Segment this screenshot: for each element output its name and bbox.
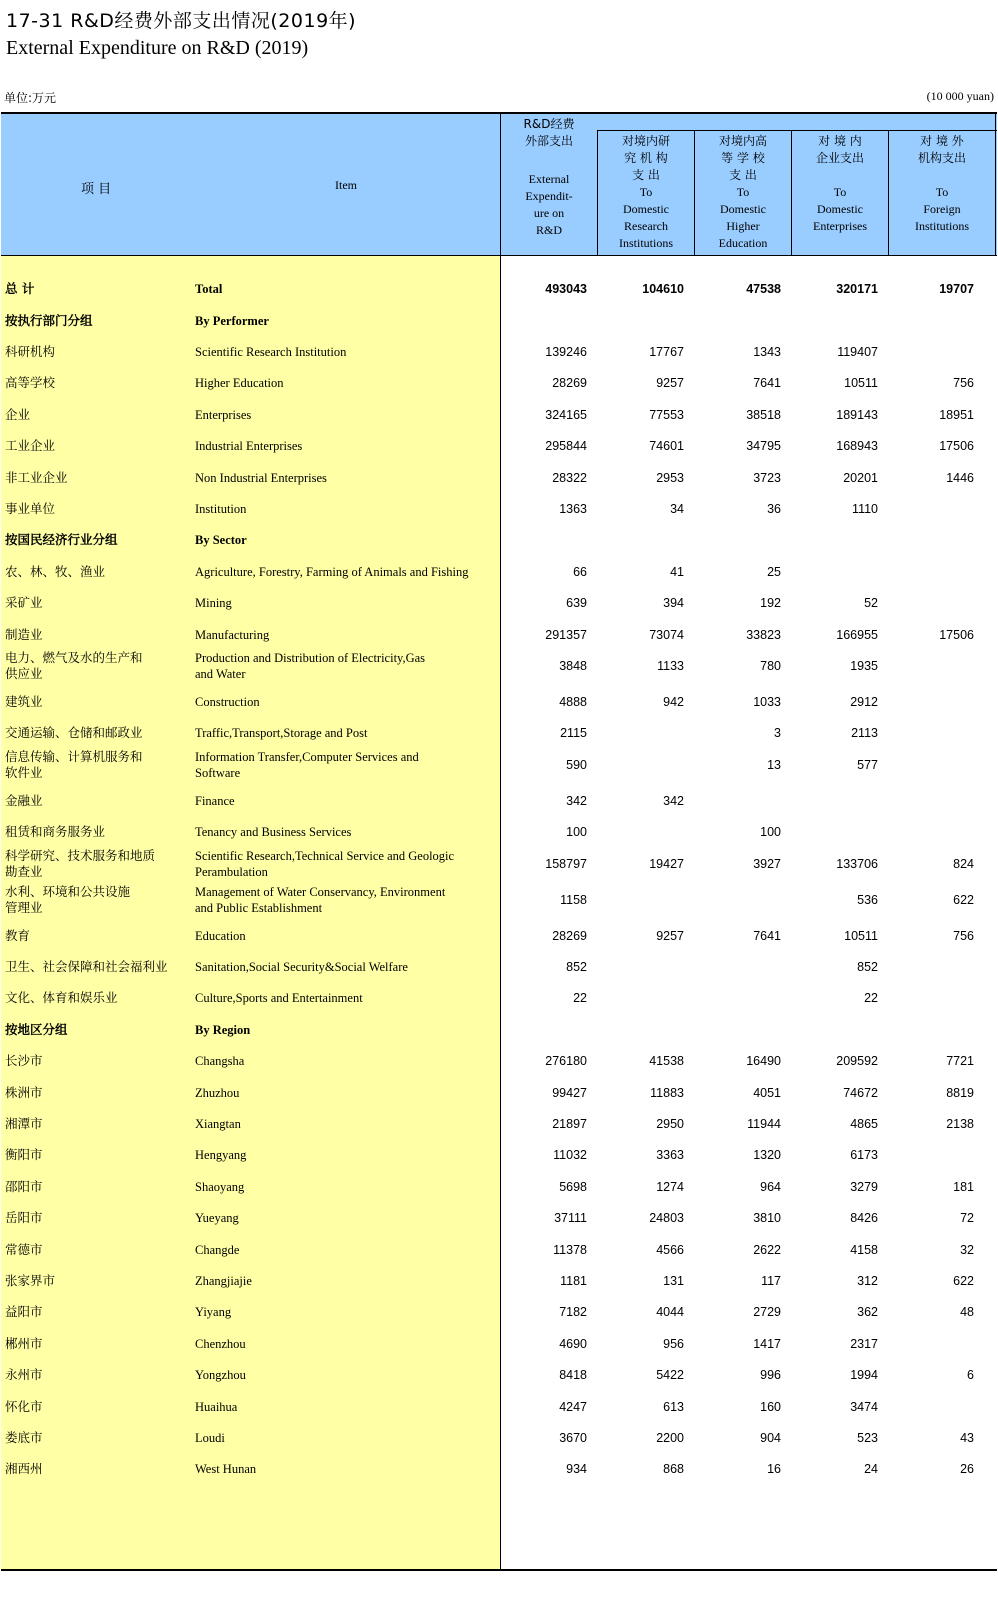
row-value: 3474 — [850, 1399, 878, 1414]
row-value: 904 — [760, 1431, 781, 1445]
row-value: 25 — [767, 564, 781, 579]
row-value: 4247 — [559, 1399, 587, 1414]
row-value: 17767 — [649, 345, 684, 359]
row-item-en: Production and Distribution of Electricity,Gas and Water — [195, 651, 426, 681]
row-item-cn: 金融业 — [5, 792, 43, 808]
row-value: 324165 — [545, 407, 587, 422]
row-value: 964 — [760, 1179, 781, 1194]
row-value: 4888 — [559, 695, 587, 709]
header-item-en: Item — [335, 178, 357, 192]
row-item-en: Manufacturing — [195, 627, 270, 642]
row-item-en: By Performer — [195, 313, 269, 328]
row-value: 119407 — [837, 345, 878, 359]
row-item-cn: 科学研究、技术服务和地质 勘查业 — [5, 847, 156, 879]
row-value: 73074 — [649, 627, 684, 642]
unit-label-en: (10 000 yuan) — [926, 89, 994, 103]
row-value: 17506 — [939, 439, 974, 454]
row-value: 24 — [864, 1462, 878, 1477]
row-value: 622 — [953, 1274, 974, 1288]
row-value: 1363 — [559, 502, 587, 516]
row-value: 1446 — [946, 470, 974, 485]
row-value: 6 — [967, 1368, 974, 1383]
row-value: 1033 — [753, 695, 781, 709]
row-value: 7721 — [946, 1054, 974, 1069]
row-item-cn: 邵阳市 — [5, 1178, 43, 1194]
row-value: 22 — [864, 991, 878, 1006]
row-item-en: Scientific Research Institution — [195, 345, 347, 359]
row-value: 1417 — [753, 1336, 781, 1351]
row-value: 996 — [760, 1368, 781, 1383]
row-item-cn: 岳阳市 — [5, 1210, 43, 1226]
row-item-cn: 湘西州 — [5, 1461, 43, 1477]
row-item-cn: 怀化市 — [5, 1398, 43, 1414]
row-value: 639 — [566, 596, 587, 611]
row-item-en: Yueyang — [195, 1211, 239, 1226]
row-item-cn: 科研机构 — [5, 344, 56, 359]
row-item-en: Information Transfer,Computer Services and Software — [195, 749, 419, 780]
row-value: 100 — [760, 825, 781, 840]
row-value: 10511 — [844, 376, 878, 391]
row-item-cn: 株洲市 — [5, 1084, 43, 1100]
row-value: 276180 — [545, 1054, 587, 1069]
row-value: 47538 — [746, 282, 781, 296]
header-col-foreign: 对 境 外 机构支出 To Foreign Institutions — [914, 134, 969, 233]
row-value: 493043 — [545, 282, 587, 296]
row-value: 342 — [566, 793, 587, 808]
row-value: 1935 — [850, 659, 878, 673]
row-item-en: Yiyang — [195, 1305, 232, 1320]
row-item-cn: 文化、体育和娱乐业 — [5, 990, 118, 1006]
row-value: 868 — [663, 1462, 684, 1477]
row-value: 38518 — [746, 407, 781, 422]
row-value: 133706 — [836, 856, 878, 871]
row-item-en: Enterprises — [195, 407, 252, 422]
row-item-cn: 建筑业 — [5, 694, 43, 709]
row-value: 32 — [960, 1242, 974, 1257]
row-value: 9257 — [656, 928, 684, 943]
row-value: 11032 — [553, 1148, 587, 1163]
row-value: 209592 — [836, 1054, 878, 1069]
row-value: 11378 — [553, 1242, 587, 1257]
row-item-cn: 工业企业 — [5, 438, 56, 454]
row-item-en: Sanitation,Social Security&Social Welfare — [195, 960, 408, 974]
row-value: 7182 — [559, 1305, 587, 1320]
row-value: 3279 — [850, 1179, 878, 1194]
row-value: 2950 — [656, 1117, 684, 1131]
row-value: 536 — [857, 892, 878, 907]
row-item-cn: 交通运输、仓储和邮政业 — [5, 725, 143, 741]
row-item-cn: 农、林、牧、渔业 — [5, 563, 106, 579]
row-value: 168943 — [836, 439, 878, 454]
table-title-cn: 17-31 R&D经费外部支出情况(2019年) — [6, 10, 357, 32]
row-value: 2317 — [850, 1336, 878, 1351]
row-value: 291357 — [545, 627, 587, 642]
row-item-cn: 衡阳市 — [5, 1147, 43, 1163]
row-item-cn: 企业 — [5, 406, 31, 422]
row-value: 1994 — [850, 1368, 878, 1383]
row-value: 11883 — [650, 1085, 684, 1100]
row-item-en: Education — [195, 928, 246, 943]
row-value: 18951 — [939, 407, 974, 422]
row-item-en: Traffic,Transport,Storage and Post — [195, 726, 368, 741]
row-item-cn: 长沙市 — [5, 1053, 43, 1069]
row-value: 9257 — [656, 376, 684, 391]
row-value: 3848 — [559, 659, 587, 673]
row-value: 117 — [761, 1274, 781, 1288]
row-value: 2200 — [656, 1431, 684, 1445]
row-item-en: Non Industrial Enterprises — [195, 470, 327, 485]
row-value: 8426 — [850, 1211, 878, 1226]
row-value: 1181 — [560, 1274, 587, 1288]
row-value: 824 — [953, 856, 974, 871]
row-value: 26 — [960, 1462, 974, 1477]
row-item-en: Tenancy and Business Services — [195, 825, 352, 840]
row-item-cn: 信息传输、计算机服务和 软件业 — [5, 748, 143, 780]
row-item-cn: 事业单位 — [5, 501, 56, 516]
row-value: 16 — [767, 1462, 781, 1477]
row-value: 2912 — [850, 695, 878, 709]
row-value: 28269 — [552, 928, 587, 943]
row-item-en: Yongzhou — [195, 1368, 246, 1383]
row-value: 956 — [663, 1336, 684, 1351]
row-value: 160 — [760, 1399, 781, 1414]
row-value: 24803 — [649, 1211, 684, 1226]
row-value: 139246 — [545, 345, 587, 359]
row-value: 590 — [566, 757, 587, 772]
row-item-cn: 非工业企业 — [5, 469, 68, 485]
row-value: 8418 — [559, 1368, 587, 1383]
row-item-en: Mining — [195, 596, 232, 611]
row-item-cn: 按国民经济行业分组 — [5, 532, 118, 548]
row-value: 1343 — [753, 345, 781, 359]
header-col-research: 对境内研 究 机 构 支 出 To Domestic Research Institutions — [618, 134, 673, 250]
row-item-en: Huaihua — [195, 1399, 238, 1414]
row-item-cn: 益阳市 — [5, 1304, 43, 1320]
row-value: 41538 — [649, 1054, 684, 1069]
row-value: 8819 — [946, 1085, 974, 1100]
row-value: 780 — [760, 659, 781, 673]
row-value: 1133 — [657, 659, 684, 673]
row-item-cn: 永州市 — [5, 1367, 43, 1383]
data-table — [1, 112, 997, 1571]
row-value: 852 — [857, 960, 878, 974]
row-value: 3 — [774, 726, 781, 741]
row-value: 362 — [857, 1305, 878, 1320]
row-value: 1158 — [560, 892, 587, 907]
row-value: 166955 — [836, 627, 878, 642]
row-value: 3670 — [559, 1431, 587, 1445]
row-item-cn: 水利、环境和公共设施 管理业 — [5, 883, 131, 915]
row-value: 19427 — [649, 856, 684, 871]
row-value: 4566 — [656, 1242, 684, 1257]
header-item-cn: 项 目 — [81, 182, 112, 197]
row-value: 3927 — [753, 856, 781, 871]
row-item-en: Xiangtan — [195, 1117, 241, 1131]
row-item-en: Construction — [195, 695, 260, 709]
row-item-cn: 湘潭市 — [5, 1116, 43, 1131]
row-value: 74672 — [843, 1085, 878, 1100]
row-value: 37111 — [554, 1211, 587, 1226]
row-value: 3363 — [656, 1148, 684, 1163]
row-item-en: Loudi — [195, 1431, 225, 1445]
row-value: 52 — [864, 596, 878, 611]
row-item-cn: 常德市 — [5, 1241, 43, 1257]
row-value: 613 — [663, 1399, 684, 1414]
row-value: 21897 — [552, 1117, 587, 1131]
row-value: 41 — [670, 564, 684, 579]
row-value: 4690 — [559, 1336, 587, 1351]
row-item-cn: 郴州市 — [5, 1335, 43, 1351]
row-value: 33823 — [746, 627, 781, 642]
row-item-cn: 总 计 — [5, 281, 35, 296]
row-item-cn: 娄底市 — [5, 1430, 43, 1445]
row-value: 19707 — [939, 282, 974, 296]
row-item-en: Shaoyang — [195, 1179, 245, 1194]
row-value: 36 — [767, 502, 781, 516]
row-value: 48 — [960, 1305, 974, 1320]
row-value: 2953 — [656, 470, 684, 485]
row-item-cn: 租赁和商务服务业 — [5, 824, 106, 840]
row-item-cn: 按地区分组 — [5, 1021, 68, 1037]
row-value: 2115 — [560, 726, 587, 741]
row-item-en: Zhuzhou — [195, 1085, 240, 1100]
row-value: 16490 — [746, 1054, 781, 1069]
row-value: 66 — [573, 564, 587, 579]
row-item-en: Total — [195, 282, 223, 296]
row-item-cn: 电力、燃气及水的生产和 供应业 — [5, 650, 143, 681]
row-item-en: West Hunan — [195, 1462, 257, 1477]
row-value: 158797 — [545, 856, 587, 871]
row-value: 28269 — [552, 376, 587, 391]
row-item-cn: 制造业 — [5, 626, 43, 642]
row-value: 11944 — [747, 1117, 781, 1131]
row-value: 131 — [663, 1274, 684, 1288]
row-value: 104610 — [642, 282, 684, 296]
row-value: 4158 — [850, 1242, 878, 1257]
row-value: 312 — [857, 1274, 878, 1288]
row-item-en: Industrial Enterprises — [195, 439, 303, 454]
row-item-en: Finance — [195, 793, 235, 808]
row-value: 295844 — [545, 439, 587, 454]
unit-label-cn: 单位:万元 — [4, 91, 57, 105]
table-header — [1, 114, 997, 256]
row-value: 622 — [953, 892, 974, 907]
row-item-en: By Sector — [195, 533, 247, 548]
row-value: 7641 — [753, 928, 781, 943]
row-item-en: Management of Water Conservancy, Environment and Public Establishment — [195, 884, 446, 915]
header-col-total: R&D经费 外部支出 External Expendit- ure on R&D — [523, 117, 575, 237]
row-value: 99427 — [552, 1085, 587, 1100]
row-item-en: Chenzhou — [195, 1336, 246, 1351]
row-value: 1274 — [656, 1179, 684, 1194]
row-value: 7641 — [753, 376, 781, 391]
row-item-en: Zhangjiajie — [195, 1274, 252, 1288]
row-item-cn: 采矿业 — [5, 595, 43, 611]
row-value: 13 — [767, 757, 781, 772]
row-value: 756 — [953, 376, 974, 391]
row-value: 1320 — [753, 1148, 781, 1163]
row-item-en: Changde — [195, 1242, 240, 1257]
row-item-cn: 卫生、社会保障和社会福利业 — [5, 959, 168, 974]
row-value: 756 — [953, 928, 974, 943]
row-value: 4044 — [656, 1305, 684, 1320]
header-col-enterprises: 对 境 内 企业支出 To Domestic Enterprises — [813, 134, 867, 233]
row-value: 4865 — [850, 1117, 878, 1131]
row-value: 28322 — [552, 470, 587, 485]
row-item-cn: 教育 — [5, 927, 31, 943]
row-item-en: Hengyang — [195, 1148, 247, 1163]
row-value: 852 — [566, 960, 587, 974]
row-value: 523 — [857, 1431, 878, 1445]
row-item-en: Changsha — [195, 1054, 245, 1069]
row-value: 4051 — [753, 1085, 781, 1100]
row-value: 72 — [960, 1211, 974, 1226]
row-value: 342 — [663, 793, 684, 808]
row-value: 942 — [663, 695, 684, 709]
table-title-en: External Expenditure on R&D (2019) — [6, 37, 309, 59]
row-value: 17506 — [939, 627, 974, 642]
row-value: 2622 — [753, 1242, 781, 1257]
row-value: 2138 — [946, 1117, 974, 1131]
row-value: 934 — [566, 1462, 587, 1477]
row-item-en: Agriculture, Forestry, Farming of Animals and Fishing — [195, 564, 469, 579]
row-value: 189143 — [836, 407, 878, 422]
row-value: 6173 — [850, 1148, 878, 1163]
row-value: 20201 — [843, 470, 878, 485]
row-value: 1110 — [852, 502, 878, 516]
row-value: 2729 — [753, 1305, 781, 1320]
row-item-en: By Region — [195, 1022, 251, 1037]
header-col-higher-edu: 对境内高 等 学 校 支 出 To Domestic Higher Education — [718, 134, 768, 250]
row-value: 181 — [953, 1179, 974, 1194]
row-item-en: Institution — [195, 502, 247, 516]
row-value: 3723 — [753, 470, 781, 485]
row-value: 3810 — [753, 1211, 781, 1226]
row-item-en: Culture,Sports and Entertainment — [195, 991, 363, 1006]
row-item-en: Scientific Research,Technical Service and Geologic Perambulation — [195, 848, 455, 879]
row-value: 74601 — [649, 439, 684, 454]
row-value: 5698 — [559, 1179, 587, 1194]
row-value: 192 — [760, 596, 781, 611]
row-item-cn: 按执行部门分组 — [5, 312, 93, 328]
row-value: 10511 — [844, 928, 878, 943]
row-value: 577 — [857, 757, 878, 772]
row-item-en: Higher Education — [195, 376, 284, 391]
row-value: 394 — [663, 596, 684, 611]
row-value: 320171 — [836, 282, 878, 296]
row-value: 34 — [670, 502, 684, 516]
row-value: 22 — [573, 991, 587, 1006]
row-value: 5422 — [656, 1368, 684, 1383]
row-value: 34795 — [746, 439, 781, 454]
row-item-cn: 高等学校 — [5, 375, 56, 391]
row-value: 43 — [960, 1431, 974, 1445]
row-value: 77553 — [649, 407, 684, 422]
row-item-cn: 张家界市 — [5, 1273, 56, 1288]
row-value: 2113 — [851, 726, 878, 741]
row-value: 100 — [566, 825, 587, 840]
